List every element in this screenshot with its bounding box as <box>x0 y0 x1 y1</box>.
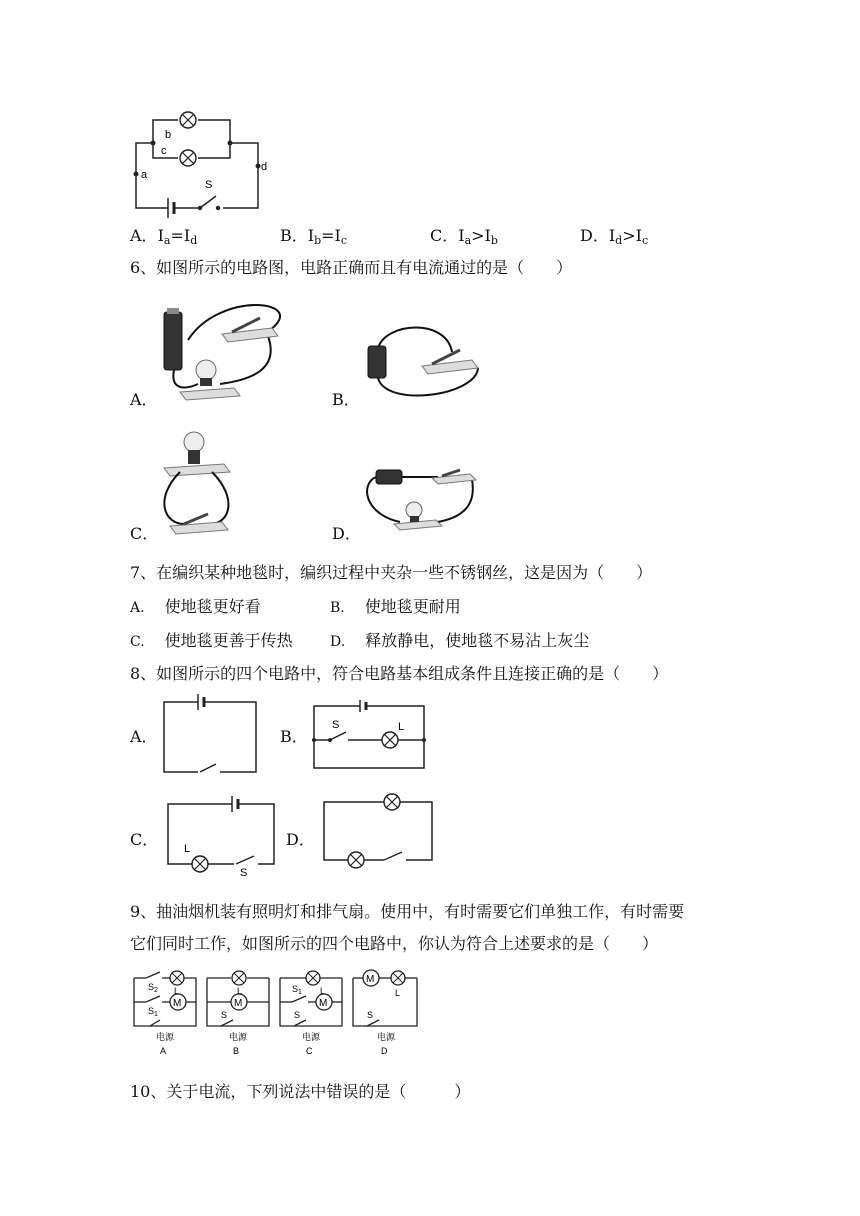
q8-label-a: A． <box>130 727 158 746</box>
q8-figure-d <box>322 792 434 862</box>
q9c-l: L <box>320 986 326 996</box>
q8-figure-c <box>166 796 278 879</box>
q8b-label-l: L <box>398 721 405 733</box>
q9-stem-line2: 它们同时工作，如图所示的四个电路中，你认为符合上述要求的是（ ） <box>130 934 659 953</box>
q8-label-d: D． <box>286 830 315 849</box>
q9b-caption: B <box>233 1046 240 1056</box>
q6-figure-b <box>366 326 496 406</box>
q8c-label-s: S <box>240 867 248 879</box>
q7-option-b: B. 使地毯更耐用 <box>330 597 461 616</box>
q9d-power: 电源 <box>377 1032 396 1042</box>
q9-figure-a <box>130 968 200 1058</box>
q6-label-a: A． <box>130 390 158 409</box>
q5-label-b: b <box>165 129 172 141</box>
q9d-s: S <box>367 1010 374 1020</box>
q6-figure-c <box>160 428 250 538</box>
q9a-s2: $S_2$ <box>148 982 158 994</box>
q6-figure-d <box>360 464 490 544</box>
q10-stem: 10、关于电流，下列说法中错误的是（ ） <box>130 1082 471 1101</box>
q5-option-d: D．$I_d>I_c$ <box>580 226 649 247</box>
q9-figure-b <box>203 968 273 1058</box>
q7-option-d: D. 释放静电，使地毯不易沾上灰尘 <box>330 631 590 650</box>
q8b-label-s: S <box>332 719 340 731</box>
q5-label-d: d <box>261 161 268 173</box>
q9b-power: 电源 <box>229 1032 248 1042</box>
q9a-m: M <box>173 998 182 1009</box>
q9c-caption: C <box>306 1046 313 1056</box>
q5-option-a: A．$I_a=I_d$ <box>130 226 198 247</box>
q9b-m: M <box>234 998 243 1009</box>
q5-option-b: B．$I_b=I_c$ <box>280 226 348 247</box>
q9c-power: 电源 <box>302 1032 321 1042</box>
q6-stem: 6、如图所示的电路图，电路正确而且有电流通过的是（ ） <box>130 258 573 277</box>
q8c-label-l: L <box>184 843 191 855</box>
q9-stem-line1: 9、抽油烟机装有照明灯和排气扇。使用中，有时需要它们单独工作，有时需要 <box>130 902 685 921</box>
q9d-m: M <box>366 974 375 985</box>
q9a-power: 电源 <box>156 1032 175 1042</box>
q9-figure-c <box>276 968 346 1058</box>
q7-option-c: C. 使地毯更善于传热 <box>130 631 293 650</box>
q9a-caption: A <box>160 1046 167 1056</box>
q6-label-d: D． <box>332 524 361 543</box>
q9a-s1: $S_1$ <box>148 1006 158 1018</box>
q5-label-s: S <box>205 179 213 191</box>
q9b-l: L <box>237 986 243 996</box>
q6-label-c: C． <box>130 524 159 543</box>
q7-stem: 7、在编织某种地毯时，编织过程中夹杂一些不锈钢丝，这是因为（ ） <box>130 563 653 582</box>
q8-figure-b <box>312 700 428 770</box>
q7-option-a: A. 使地毯更好看 <box>130 597 261 616</box>
q9d-l: L <box>395 988 401 998</box>
q8-label-c: C． <box>130 830 159 849</box>
q5-label-a: a <box>141 169 148 181</box>
q8-stem: 8、如图所示的四个电路中，符合电路基本组成条件且连接正确的是（ ） <box>130 664 669 683</box>
q9c-m: M <box>319 998 328 1009</box>
q6-label-b: B． <box>332 390 360 409</box>
q9-figure-d <box>349 968 421 1058</box>
q9b-s: S <box>221 1010 228 1020</box>
q5-label-c: c <box>161 145 167 157</box>
q9d-caption: D <box>381 1046 388 1056</box>
q8-figure-a <box>160 694 260 774</box>
q5-circuit-figure <box>128 108 268 208</box>
q9c-s: S <box>294 1010 301 1020</box>
q5-option-c: C．$I_a>I_b$ <box>430 226 498 247</box>
q9c-s1: $S_1$ <box>292 984 302 996</box>
q6-figure-a <box>160 300 290 400</box>
q9a-l: L <box>174 986 180 996</box>
q8-label-b: B． <box>280 727 308 746</box>
